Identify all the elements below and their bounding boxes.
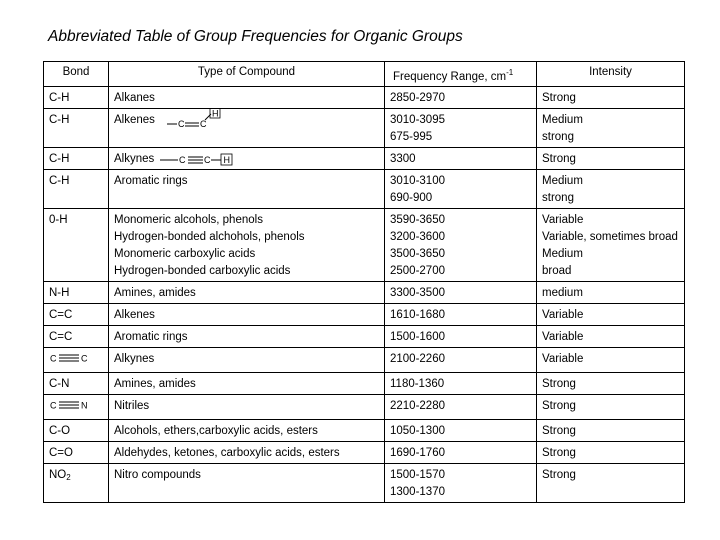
frequency-cell (385, 86, 537, 108)
intensity-line: Strong (542, 468, 576, 481)
frequency-cell (385, 394, 537, 419)
compound-type-cell (109, 208, 385, 281)
intensity-cell (537, 208, 685, 281)
compound-with-structure (114, 151, 379, 168)
table-row (44, 108, 685, 147)
alkene-structure-icon (163, 108, 223, 134)
intensity-cell (537, 281, 685, 303)
bond-cell (44, 347, 109, 372)
compound-type-line: Alkynes (114, 152, 155, 165)
intensity-line: Variable (542, 308, 584, 321)
intensity-line: Strong (542, 91, 576, 104)
frequency-line: 3200-3600 (390, 230, 445, 243)
intensity-cell (537, 303, 685, 325)
frequency-cell (385, 347, 537, 372)
table-row (44, 463, 685, 502)
frequency-cell (385, 463, 537, 502)
compound-type-line: Alkenes (114, 308, 155, 321)
header-frequency-unit-exp: -1 (506, 68, 514, 77)
atom-c1: C (179, 154, 186, 165)
bond-label: C-N (49, 377, 70, 390)
compound-type-cell (109, 394, 385, 419)
compound-type-line: Aromatic rings (114, 330, 188, 343)
compound-type-cell (109, 281, 385, 303)
header-bond: Bond (44, 62, 109, 87)
bond-subscript: 2 (66, 472, 71, 482)
bond-label: C-H (49, 152, 70, 165)
intensity-line: Strong (542, 446, 576, 459)
intensity-line: Strong (542, 152, 576, 165)
frequency-line: 2850-2970 (390, 91, 445, 104)
intensity-cell (537, 347, 685, 372)
table-row (44, 325, 685, 347)
frequency-line: 675-995 (390, 130, 433, 143)
alkyne-structure-icon (158, 151, 240, 167)
table-row (44, 372, 685, 394)
frequency-line: 1300-1370 (390, 485, 445, 498)
frequency-line: 3590-3650 (390, 213, 445, 226)
atom-1: C (50, 353, 57, 364)
frequency-line: 3300-3500 (390, 286, 445, 299)
bond-label: C=O (49, 446, 73, 459)
intensity-line: strong (542, 191, 574, 204)
atom-2: C (81, 353, 88, 364)
compound-with-structure (114, 108, 379, 134)
compound-type-cell (109, 86, 385, 108)
compound-type-line: Hydrogen-bonded alchohols, phenols (114, 230, 305, 243)
atom-2: N (81, 400, 88, 411)
table-body (44, 86, 685, 502)
header-frequency (385, 62, 537, 87)
intensity-line: Strong (542, 424, 576, 437)
frequency-line: 1500-1600 (390, 330, 445, 343)
frequency-line: 690-900 (390, 191, 433, 204)
bond-cell (44, 86, 109, 108)
intensity-cell (537, 325, 685, 347)
bond-label: N-H (49, 286, 70, 299)
frequency-line: 2500-2700 (390, 264, 445, 277)
header-intensity: Intensity (537, 62, 685, 87)
compound-type-line: Alcohols, ethers,carboxylic acids, esters (114, 424, 318, 437)
bond-cell (44, 147, 109, 169)
compound-type-line: Monomeric carboxylic acids (114, 247, 256, 260)
frequency-line: 3500-3650 (390, 247, 445, 260)
bond-label: C=C (49, 308, 73, 321)
bond-cell (44, 303, 109, 325)
atom-1: C (50, 400, 57, 411)
frequency-line: 1500-1570 (390, 468, 445, 481)
bond-cell (44, 372, 109, 394)
compound-type-cell (109, 372, 385, 394)
compound-type-line: Aldehydes, ketones, carboxylic acids, esters (114, 446, 340, 459)
compound-type-cell (109, 147, 385, 169)
table-row (44, 347, 685, 372)
atom-h: H (223, 154, 231, 165)
carbon-nitrogen-triple-bond-icon (49, 398, 97, 412)
table-row (44, 441, 685, 463)
group-frequency-table (43, 61, 685, 503)
table-row (44, 281, 685, 303)
frequency-line: 1690-1760 (390, 446, 445, 459)
table-row (44, 147, 685, 169)
bond-label: C=C (49, 330, 73, 343)
table-row (44, 208, 685, 281)
intensity-line: Variable (542, 330, 584, 343)
atom-c2: C (204, 154, 211, 165)
compound-type-line: Aromatic rings (114, 174, 188, 187)
intensity-cell (537, 394, 685, 419)
intensity-line: Medium (542, 174, 583, 187)
header-frequency-label: Frequency Range, cm (393, 70, 507, 83)
intensity-cell (537, 86, 685, 108)
frequency-cell (385, 281, 537, 303)
frequency-line: 3010-3100 (390, 174, 445, 187)
header-type: Type of Compound (109, 62, 385, 87)
intensity-cell (537, 169, 685, 208)
bond-label: C-H (49, 113, 70, 126)
bond-cell (44, 169, 109, 208)
frequency-line: 2100-2260 (390, 352, 445, 365)
frequency-line: 2210-2280 (390, 399, 445, 412)
intensity-line: Variable, sometimes broad (542, 230, 678, 243)
frequency-line: 1180-1360 (390, 377, 445, 390)
compound-type-cell (109, 463, 385, 502)
compound-type-line: Alkynes (114, 352, 155, 365)
bond-label: 0-H (49, 213, 68, 226)
bond-cell (44, 325, 109, 347)
compound-type-line: Amines, amides (114, 286, 196, 299)
compound-type-line: Alkanes (114, 91, 155, 104)
bond-cell (44, 208, 109, 281)
atom-c1: C (177, 118, 185, 129)
intensity-line: strong (542, 130, 574, 143)
frequency-line: 3300 (390, 152, 416, 165)
frequency-cell (385, 325, 537, 347)
compound-type-cell (109, 419, 385, 441)
compound-type-line: Hydrogen-bonded carboxylic acids (114, 264, 291, 277)
intensity-line: Strong (542, 377, 576, 390)
table-header-row (44, 62, 685, 87)
intensity-line: medium (542, 286, 583, 299)
compound-type-cell (109, 441, 385, 463)
atom-c2: C (199, 118, 207, 129)
compound-type-cell (109, 108, 385, 147)
frequency-cell (385, 372, 537, 394)
bond-label: C-H (49, 91, 70, 104)
compound-type-cell (109, 347, 385, 372)
frequency-line: 1050-1300 (390, 424, 445, 437)
bond-cell (44, 441, 109, 463)
frequency-line: 1610-1680 (390, 308, 445, 321)
bond-label: NO (49, 468, 67, 481)
intensity-line: Strong (542, 399, 576, 412)
frequency-cell (385, 169, 537, 208)
intensity-cell (537, 441, 685, 463)
intensity-line: Medium (542, 113, 583, 126)
frequency-cell (385, 441, 537, 463)
compound-type-line: Nitro compounds (114, 468, 201, 481)
bond-cell (44, 463, 109, 502)
intensity-cell (537, 147, 685, 169)
intensity-cell (537, 372, 685, 394)
frequency-cell (385, 208, 537, 281)
compound-type-line: Alkenes (114, 113, 155, 126)
frequency-cell (385, 108, 537, 147)
table-row (44, 169, 685, 208)
bond-cell (44, 281, 109, 303)
compound-type-cell (109, 303, 385, 325)
intensity-cell (537, 108, 685, 147)
bond-cell (44, 394, 109, 419)
compound-type-cell (109, 169, 385, 208)
atom-h: H (211, 108, 219, 119)
table-row (44, 86, 685, 108)
compound-type-line: Amines, amides (114, 377, 196, 390)
page-title: Abbreviated Table of Group Frequencies for Organic Groups (48, 28, 463, 45)
intensity-cell (537, 463, 685, 502)
compound-type-line: Monomeric alcohols, phenols (114, 213, 263, 226)
bond-cell (44, 108, 109, 147)
frequency-cell (385, 419, 537, 441)
compound-type-line: Nitriles (114, 399, 150, 412)
compound-type-cell (109, 325, 385, 347)
intensity-line: broad (542, 264, 572, 277)
frequency-cell (385, 303, 537, 325)
carbon-carbon-triple-bond-icon (49, 351, 97, 365)
table-row (44, 303, 685, 325)
bond-cell (44, 419, 109, 441)
frequency-cell (385, 147, 537, 169)
intensity-line: Medium (542, 247, 583, 260)
intensity-cell (537, 419, 685, 441)
bond-label: C-H (49, 174, 70, 187)
frequency-line: 3010-3095 (390, 113, 445, 126)
table-row (44, 394, 685, 419)
intensity-line: Variable (542, 213, 584, 226)
intensity-line: Variable (542, 352, 584, 365)
table-row (44, 419, 685, 441)
bond-label: C-O (49, 424, 71, 437)
